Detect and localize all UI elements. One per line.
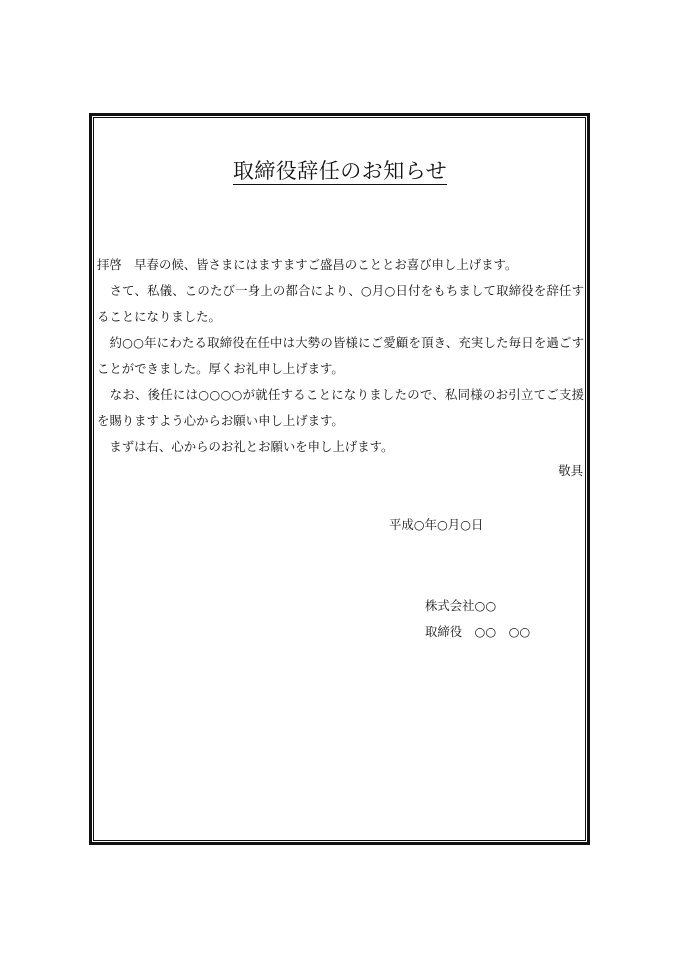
successor-paragraph: なお、後任には○○○○が就任することになりましたので、私同様のお引立てご支援を賜りますよう心からお願い申し上げます。 [97,387,584,428]
resignation-paragraph: さて、私儀、このたび一身上の都合により、○月○日付をもちまして取締役を辞任することになりました。 [97,283,584,324]
letter-date: 平成○年○月○日 [389,517,484,532]
final-paragraph: まずは右、心からのお礼とお願いを申し上げます。 [97,439,394,454]
letter-body [97,252,584,460]
company-name: 株式会社○○ [425,598,497,613]
greeting-paragraph: 拝啓 早春の候、皆さまにはますますご盛昌のこととお喜び申し上げます。 [97,257,518,272]
document-title-container [0,156,680,186]
closing-word: 敬具 [558,463,583,478]
thanks-paragraph: 約○○年にわたる取締役在任中は大勢の皆様にご愛顧を頂き、充実した毎日を過ごすことができました。厚くお礼申し上げます。 [97,335,584,376]
signer-name: 取締役 ○○ ○○ [425,624,531,639]
document-title: 取締役辞任のお知らせ [232,159,448,183]
